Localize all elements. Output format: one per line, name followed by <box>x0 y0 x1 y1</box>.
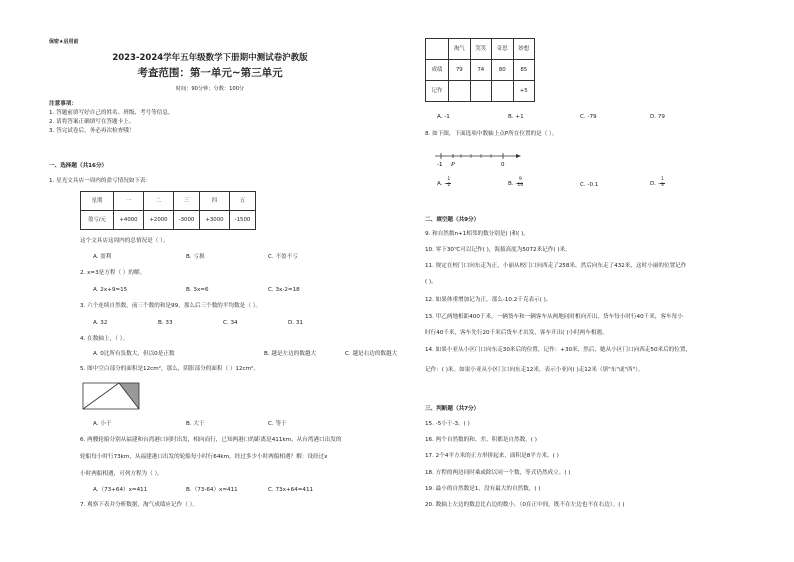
table-cell: 二 <box>144 192 174 211</box>
q8-option-c <box>580 182 598 189</box>
q2-option-a: A. 2x+9=15 <box>93 287 128 293</box>
q8-number-line <box>433 150 523 168</box>
table-cell: 三 <box>174 192 200 211</box>
table-cell <box>449 81 471 102</box>
q2-option-b: B. 3x=6 <box>186 287 209 293</box>
table-cell: 笑笑 <box>470 39 492 60</box>
judge-item: 16. 两个自然数的和、差、积都是自然数。( ) <box>425 437 537 443</box>
q5-option-b: B. 大于 <box>186 421 205 427</box>
table-cell: 85 <box>513 60 535 81</box>
q6-option-a: A.（73+64）x=411 <box>93 487 148 493</box>
q4-option-c: C. 越是右边的数越大 <box>345 351 398 357</box>
q12-text: 12. 如果体重增加记为正，那么-10.2千克表示( )。 <box>425 297 552 303</box>
label-p: P <box>451 162 455 168</box>
q1-text: 1. 星光文具店一周内的盈亏情况如下表： <box>49 178 152 184</box>
q8-text: 8. 如下图，下面选项中数轴上点P所在位置的是（ ）。 <box>425 131 558 137</box>
table-cell: +4000 <box>114 211 144 230</box>
q11-line2: ( )。 <box>425 279 437 285</box>
denominator: 2 <box>447 182 451 188</box>
q5-figure <box>82 382 140 410</box>
q1-question: 这个文具店这周内的总情况是（ ）。 <box>80 238 169 244</box>
q13-line2: 时行40千米，客车先行20千米后货车才出发，客车开出( )小时两车相遇。 <box>425 330 608 336</box>
table-cell: 五 <box>229 192 255 211</box>
q9-text: 9. 和自然数n+1相邻的数分别是( )和( )。 <box>425 231 529 237</box>
table-cell: 妙想 <box>513 39 535 60</box>
table-cell <box>470 81 492 102</box>
q6-option-b: B.（73-64）x=411 <box>186 487 238 493</box>
option-prefix: B. - <box>508 180 518 187</box>
q5-option-a: A. 小于 <box>93 421 112 427</box>
q6-line3: 小时两船相遇，可列方程为（ ）。 <box>80 471 163 477</box>
option-prefix: D. - <box>650 180 660 187</box>
q3-option-c: C. 34 <box>223 320 238 326</box>
q13-line1: 13. 甲乙两地相距400千米，一辆货车和一辆客车从两地同时相向开出，货车每小时行40千米，客车每小 <box>425 314 683 320</box>
q1-option-c: C. 不盈不亏 <box>268 254 298 260</box>
judge-item: 17. 2个4平方米的正方形拼起来，面积是8平方米。( ) <box>425 453 559 459</box>
scope-title: 考查范围：第一单元~第三单元 <box>137 67 283 79</box>
section2-heading: 二、填空题（共9分） <box>425 217 480 223</box>
fraction <box>660 178 665 189</box>
note-item: 3. 答完试卷后，务必再次检查哦！ <box>49 128 135 134</box>
label-minus-one: -1 <box>437 162 443 168</box>
note-item: 1. 答题前填写好自己的姓名、班级、考号等信息。 <box>49 110 174 116</box>
page-title: 2023-2024学年五年级数学下册期中测试卷沪教版 <box>112 53 308 63</box>
table-cell <box>426 39 449 60</box>
q14-line2: 记作：( )米。如果小亚从小区门口向东走12米，表示小亚向( )走12米（填"东"或"西"）。 <box>425 367 644 373</box>
diagonal-line <box>83 383 119 409</box>
numerator: 1 <box>447 177 451 182</box>
table-cell: 记作 <box>426 81 449 102</box>
q8-option-a <box>437 178 451 189</box>
fraction <box>446 178 451 189</box>
table-cell: 星期 <box>81 192 114 211</box>
q7-option-a: A. -1 <box>437 114 450 120</box>
q11-line1: 11. 规定在校门口向东走为正，小丽从校门口向西走了258米，然后向东走了432米，这时小丽的位置记作 <box>425 263 687 269</box>
q10-text: 10. 零下30℃可以记作( )，海拔高度为5072米记作( )米。 <box>425 247 571 253</box>
numerator: 9 <box>518 177 522 182</box>
judge-item: 18. 方程的两边同时乘或除以同一个数，等式仍然成立。( ) <box>425 470 571 476</box>
table-cell: +2000 <box>144 211 174 230</box>
q3-option-a: A. 32 <box>93 320 108 326</box>
q7-table <box>425 38 535 102</box>
table-cell: +5 <box>513 81 535 102</box>
option-prefix: A. - <box>437 180 447 187</box>
axis-arrow <box>516 154 521 158</box>
q7-option-b: B. +1 <box>508 114 524 120</box>
q3-option-d: D. 31 <box>288 320 303 326</box>
q6-line2: 轮船每小时行73km，从福建港口出发的轮船每小时行64km，经过多少小时两船相遇？解：设经过x <box>80 454 328 460</box>
notes-heading: 注意事项： <box>49 101 77 107</box>
q3-text: 3. 六个连续自然数，前三个数的和是99，那么后三个数的平均数是（ ）。 <box>80 303 262 309</box>
denominator: 10 <box>517 182 524 188</box>
table-cell <box>492 81 514 102</box>
q6-option-c: C. 73x+64=411 <box>268 487 314 493</box>
table-cell: -1500 <box>229 211 255 230</box>
secret-label: 保密★启用前 <box>49 39 79 45</box>
table-cell: -3000 <box>174 211 200 230</box>
note-item: 2. 请将答案正确填写在答题卡上。 <box>49 119 135 125</box>
section1-heading: 一、选择题（共16分） <box>49 163 108 169</box>
q1-table <box>80 191 256 230</box>
table-cell: 奇思 <box>492 39 514 60</box>
label-zero: 0 <box>501 162 505 168</box>
table-cell: 淘气 <box>449 39 471 60</box>
q3-option-b: B. 33 <box>158 320 173 326</box>
numerator: 1 <box>660 177 664 182</box>
q1-option-b: B. 亏损 <box>186 254 205 260</box>
q4-option-a: A. 0比所有负数大，但以0是正数 <box>93 351 175 357</box>
q8-option-b <box>508 178 523 189</box>
option-prefix: C. -0.1 <box>580 182 599 188</box>
table-cell: 80 <box>492 60 514 81</box>
table-cell: 一 <box>114 192 144 211</box>
table-cell: 74 <box>470 60 492 81</box>
denominator: 3 <box>660 182 664 188</box>
table-cell: +3000 <box>199 211 229 230</box>
q7-text: 7. 观察下表并分析数据，淘气成绩应记作（ ）。 <box>80 502 198 508</box>
q4-text: 4. 在数轴上，（ ）。 <box>80 336 129 342</box>
table-cell: 79 <box>449 60 471 81</box>
q2-option-c: C. 3x-2=18 <box>268 287 300 293</box>
q2-text: 2. x=3是方程（ ）的解。 <box>80 270 146 276</box>
q5-option-c: C. 等于 <box>268 421 287 427</box>
fraction <box>517 178 523 189</box>
q8-option-d <box>650 178 665 189</box>
table-cell: 成绩 <box>426 60 449 81</box>
q14-line1: 14. 如果小亚从小区门口向东走30米后的位置，记作：+30米，然后，她从小区门口向西走50米后的位置， <box>425 347 692 353</box>
time-score: 时间：90分钟；分数：100分 <box>175 86 245 92</box>
q1-option-a: A. 盈利 <box>93 254 112 260</box>
q7-option-d: D. 79 <box>650 114 665 120</box>
q6-line1: 6. 两艘轮船分别从福建和台湾港口同时出发，相向而行，已知两港口的距离是411km，从台湾港口出发的 <box>80 437 342 443</box>
judge-item: 15. -5小于-3。( ) <box>425 421 470 427</box>
q4-option-b: B. 越是左边的数越大 <box>264 351 317 357</box>
table-cell: 四 <box>199 192 229 211</box>
section3-heading: 三、判断题（共7分） <box>425 406 480 412</box>
judge-item: 20. 数轴上左边的数总比右边的数小。（0在正中间，既不在左边也不在右边）。( ) <box>425 502 625 508</box>
table-cell: 盈亏/元 <box>81 211 114 230</box>
judge-item: 19. 最小的自然数是1，没有最大的自然数。( ) <box>425 486 541 492</box>
q7-option-c: C. -79 <box>580 114 597 120</box>
q5-text: 5. 图中空白部分的面积是12cm²，那么，阴影部分的面积（ ）12cm²。 <box>80 366 259 372</box>
